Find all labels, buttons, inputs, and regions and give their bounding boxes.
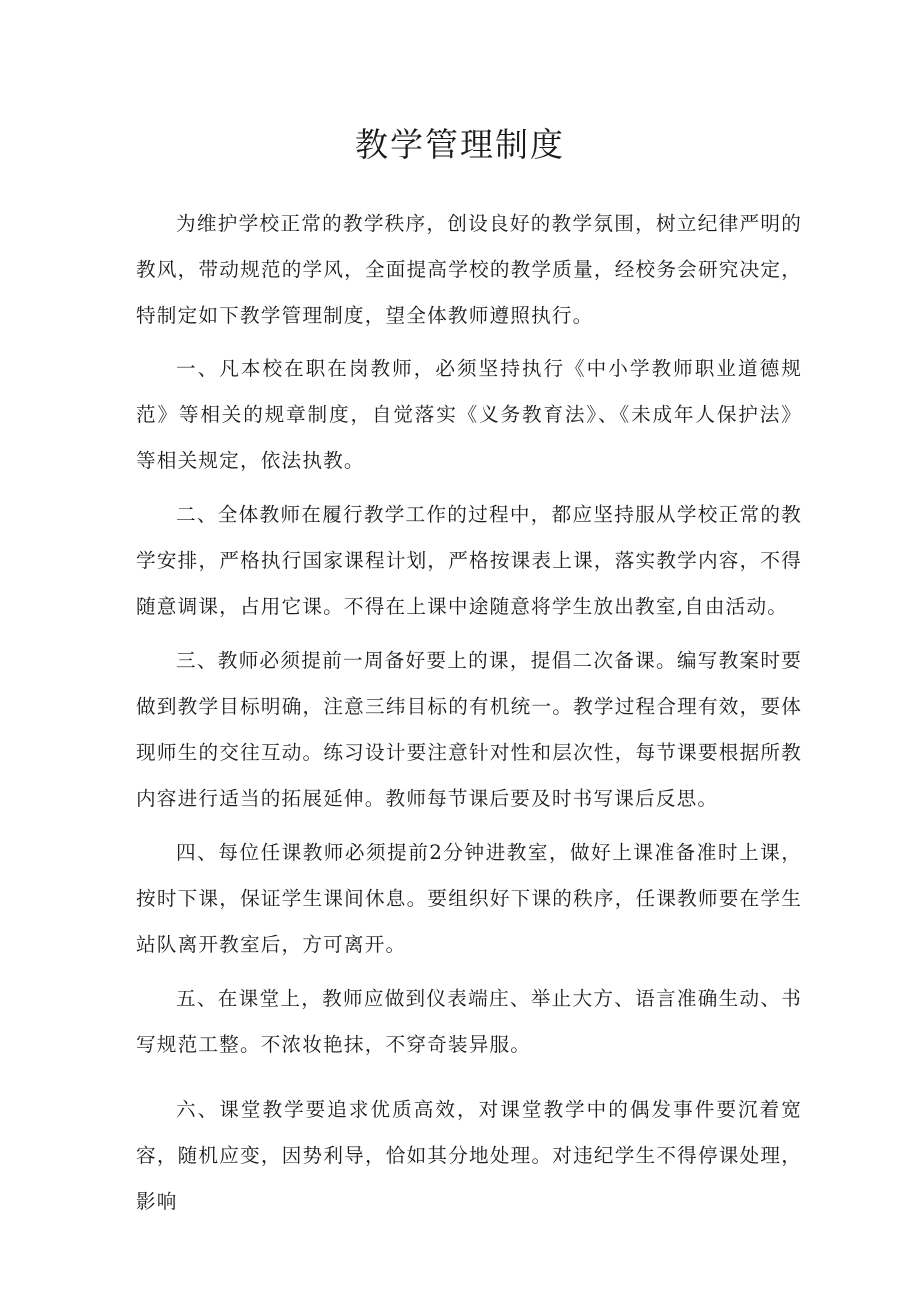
- paragraph-rule-4: 四、每位任课教师必须提前2分钟进教室，做好上课准备准时上课，按时下课，保证学生课间休息。要组织好下课的秩序，任课教师要在学生站队离开教室后，方可离开。: [136, 841, 802, 956]
- paragraph-rule-6: 六、课堂教学要追求优质高效，对课堂教学中的偶发事件要沉着宽容，随机应变，因势利导，恰如其分地处理。对违纪学生不得停课处理，影响: [136, 1098, 802, 1213]
- paragraph-intro: 为维护学校正常的教学秩序，创设良好的教学氛围，树立纪律严明的教风，带动规范的学风，全面提高学校的教学质量，经校务会研究决定，特制定如下教学管理制度，望全体教师遵照执行。: [136, 212, 802, 327]
- paragraph-rule-1: 一、凡本校在职在岗教师，必须坚持执行《中小学教师职业道德规范》等相关的规章制度，自觉落实《义务教育法》、《未成年人保护法》等相关规定，依法执教。: [136, 357, 802, 472]
- paragraph-rule-2: 二、全体教师在履行教学工作的过程中，都应坚持服从学校正常的教学安排，严格执行国家课程计划，严格按课表上课，落实教学内容，不得随意调课，占用它课。不得在上课中途随意将学生放出教室,自由活动。: [136, 503, 802, 618]
- paragraph-rule-3: 三、教师必须提前一周备好要上的课，提倡二次备课。编写教案时要做到教学目标明确，注意三纬目标的有机统一。教学过程合理有效，要体现师生的交往互动。练习设计要注意针对性和层次性，每节课要根据所教内容进行适当的拓展延伸。教师每节课后要及时书写课后反思。: [136, 649, 802, 810]
- document-title: 教学管理制度: [355, 125, 565, 164]
- paragraph-rule-5: 五、在课堂上，教师应做到仪表端庄、举止大方、语言准确生动、书写规范工整。不浓妆艳抹，不穿奇装异服。: [136, 987, 802, 1056]
